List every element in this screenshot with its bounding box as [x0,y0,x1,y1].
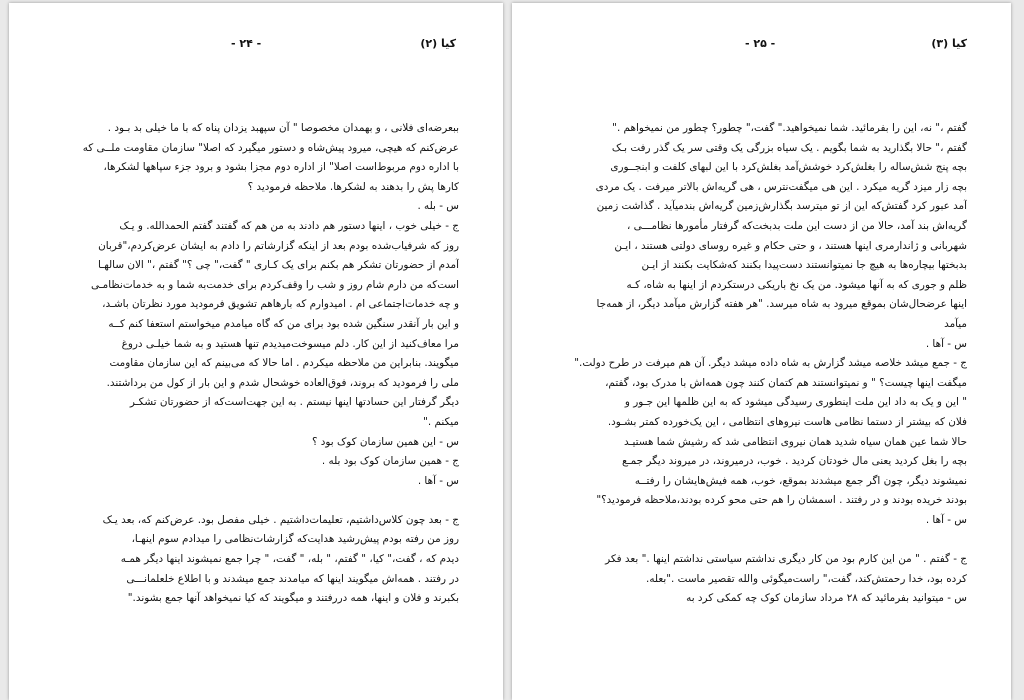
text-line: کرده بود، خدا رحمتش‌کند، گفت،" راست‌میگوئی والله تقصیر ماست ."بعله. [646,572,967,585]
page-header-title: کیا (۳) [931,37,967,50]
text-line: ظلم و جوری که به آنها میشود. من یک نخ باریکی درستکردم از اینها به شاه، کـه [626,278,967,291]
text-line: آمد عبور کرد گفتش‌که این از تو میترسد بگذارش‌زمین گریه‌اش بندمیآید . گذاشت زمین [596,200,967,213]
text-line: س - میتوانید بفرمائید که ۲۸ مرداد سازمان کوک چه کمکی کرد به [686,592,967,605]
text-line: ببعرضه‌ای فلانی ، و بهمدان مخصوصا " آن سپهبد یزدان پناه که با ما خیلی بد بـود . [107,122,459,134]
text-line: " این و یک به داد این ملت اینطوری رسیدگی میشود که به‌ این ظلمها این جـور و [624,396,967,409]
text-line: ج - گفتم . " من این کارم بود من کار دیگری نداشتم سیاستی نداشتم اینها ." بعد فکر [605,553,967,566]
page-header [512,37,1011,55]
text-line: فلان که بیشتر از دستما نظامی هاست نیروهای انتظامی ، این یک‌خورده کمتر بشـود. [607,415,967,428]
text-line: گفتم ،" حالا بگذارید به شما بگویم . یک سیاه بزرگی یک وقتی سر یک گذر رفت بـک [611,141,967,154]
text-line: بچه را بغل کردید یعنی مال خودتان کردید . خوب، درمیروند، در میروند دیگر جمـع [622,455,967,468]
text-line: آمدم از حضورتان تشکر هم بکنم برای یک کـاری " گفت،" چی ؟" گفتم ،" الان سالهـا [97,259,459,272]
text-line: ملی را فرمودید که بروند، فوق‌العاده خوشحال شدم و این بار از کول من برداشتند. [106,376,459,389]
text-line: ج - جمع میشد خلاصه میشد گزارش به شاه داده میشد دیگر. آن هم میرفت در طرح دولت." [574,357,967,370]
text-line: س - آها . [925,337,967,350]
text-line: میگویند. بنابراین من ملاحظه میکردم . اما حالا که می‌بینم که این سازمان مقاومت [109,357,459,370]
text-line: بچه پنج‌ شش‌ساله را بغلش‌کرد خوشش‌آمد بغلش‌کرد با این لبهای کلفت‌ و ابنجــوری [610,161,967,174]
text-line: میگفت اینها چیست؟ " و نمیتوانستند هم کتمان کنند چون همه‌اش با مدرک بود، گفتم، [605,376,967,389]
text-line: و این بار آنقدر سنگین شده بود برای من که گاه میامدم میخواستم استعفا کنم کــه [108,317,459,330]
text-line: در رفتند . همه‌اش میگویند اینها که میامدند جمع میشدند و با اطلاع خلعلمانـــی [126,572,459,585]
page-body-text [556,119,967,609]
text-line: نمیشوند دیگر، چون اگر جمع میشدند بموقع، خوب، همه فیش‌هایشان را رفتــه [634,474,967,487]
text-line: و چه خدمات‌اجتماعی ام . امیدوارم که بارها‌هم تشویق فرمودید مورد نظرتان باشـد، [102,298,459,311]
text-line: دیدم که ، گفت،" کیا، " گفتم، " بله، " گفت، " چرا جمع نمیشوند اینها دیگر همـه [120,553,459,566]
text-line: است‌که من دارم شام روز و شب را وقف‌کردم برای خدمت‌به شما و به خدمات‌نظامـی [90,278,459,291]
text-line: مرا معاف‌کنید از این کار. دلم میسوخت‌میدیدم تنها هستید و به شما خیلـی دروغ [121,337,459,350]
text-line: گریه‌اش بند آمد، حالا من از دست این ملت بدبخت‌که گرفتار مأمورها نظامـــی ، [627,219,967,232]
page-number: - ۲۵ - [745,37,776,50]
page-header-title: کیا (۲) [420,37,456,50]
text-line: شهربانی و ژاندارمری اینها هستند ، و حتی حکام و غیره روسای دولتی هستند ، ایـن [614,239,967,252]
text-line: ج - بعد چون کلاس‌داشتیم، تعلیمات‌داشتیم . خیلی مفصل بود. عرض‌کنم که، بعد یـک [102,513,459,526]
text-line: بودند خریده بودند و در رفتند . اسمشان را هم حتی محو کرده بودند،ملاحظه فرمودید؟" [596,494,967,507]
text-line: میکنم ." [423,415,459,428]
text-line: اینها عرضحال‌شان بموقع میرود به شاه میرسد. "هر هفته گزارش میآمد دیگر، از همه‌جا [596,298,967,311]
text-line: بدبختها بیچاره‌ها به هیچ جا نمیتوانستند دست‌پیدا بکنند که‌شکایت بکنند از ایـن [641,259,967,272]
text-line: میآمد [944,317,967,330]
text-line: دیگر گرفتار این حسادتها اینها نیستم . به این جهت‌است‌که از حضورتان تشکـر [129,396,459,409]
document-page-25 [512,3,1011,700]
text-line: کارها پش را بدهند به لشکرها. ملاحظه فرمودید ؟ [247,180,459,193]
text-line: حالا شما عین همان سیاه شدید همان نیروی انتظامی شد که رشیش‌ شما هستیـد [623,435,967,448]
text-line: ج - همین سازمان کوک بود بله . [321,455,459,468]
text-line: ج - خیلی خوب ، اینها دستور هم دادند به من هم که گفتند گفتم الحمدالله. و یـک [119,219,459,232]
text-line: س - آها . [417,474,459,487]
text-line: بچه زار میزد گریه میکرد . این هی میگفت‌نترس ، هی گریه‌اش بالاتر میرفت . یک مردی [595,180,967,193]
text-line: بکبرند و فلان و اینها، همه دررفتند و میگویند که کیا نمیخواهد آنها جمع بشوند." [127,592,459,605]
text-line: گفتم ،" نه، این را بفرمائید. شما نمیخواهید." گفت،" چطور؟ چطور من نمیخواهم ." [612,122,967,134]
page-number: - ۲۴ - [231,37,262,50]
text-line: س - آها . [925,513,967,526]
text-line: س - این همین سازمان کوک بود ؟ [311,435,459,448]
text-line: با اداره دوم مربوط‌است اصلا" از اداره دوم مجزا بشود و برود جزء سپاهها لشکرها، [103,161,459,174]
document-page-24 [9,3,503,700]
text-line: روز من رفته بودم پیش‌رشید هدایت‌که گزارشات‌نظامی را میدادم سوم اینهـا، [131,533,459,546]
page-header [9,37,503,55]
text-line: س - بله . [417,200,459,213]
page-body-text [59,119,459,609]
text-line: روز که شرفیاب‌شده بودم بعد از اینکه گزارشاتم را دادم به ایشان عرض‌کردم،"قربان [98,239,459,252]
text-line: عرض‌کنم که هیچی، میرود پیش‌شاه و دستور میگیرد که اصلا" سازمان مقاومت ملــی که [82,141,459,154]
